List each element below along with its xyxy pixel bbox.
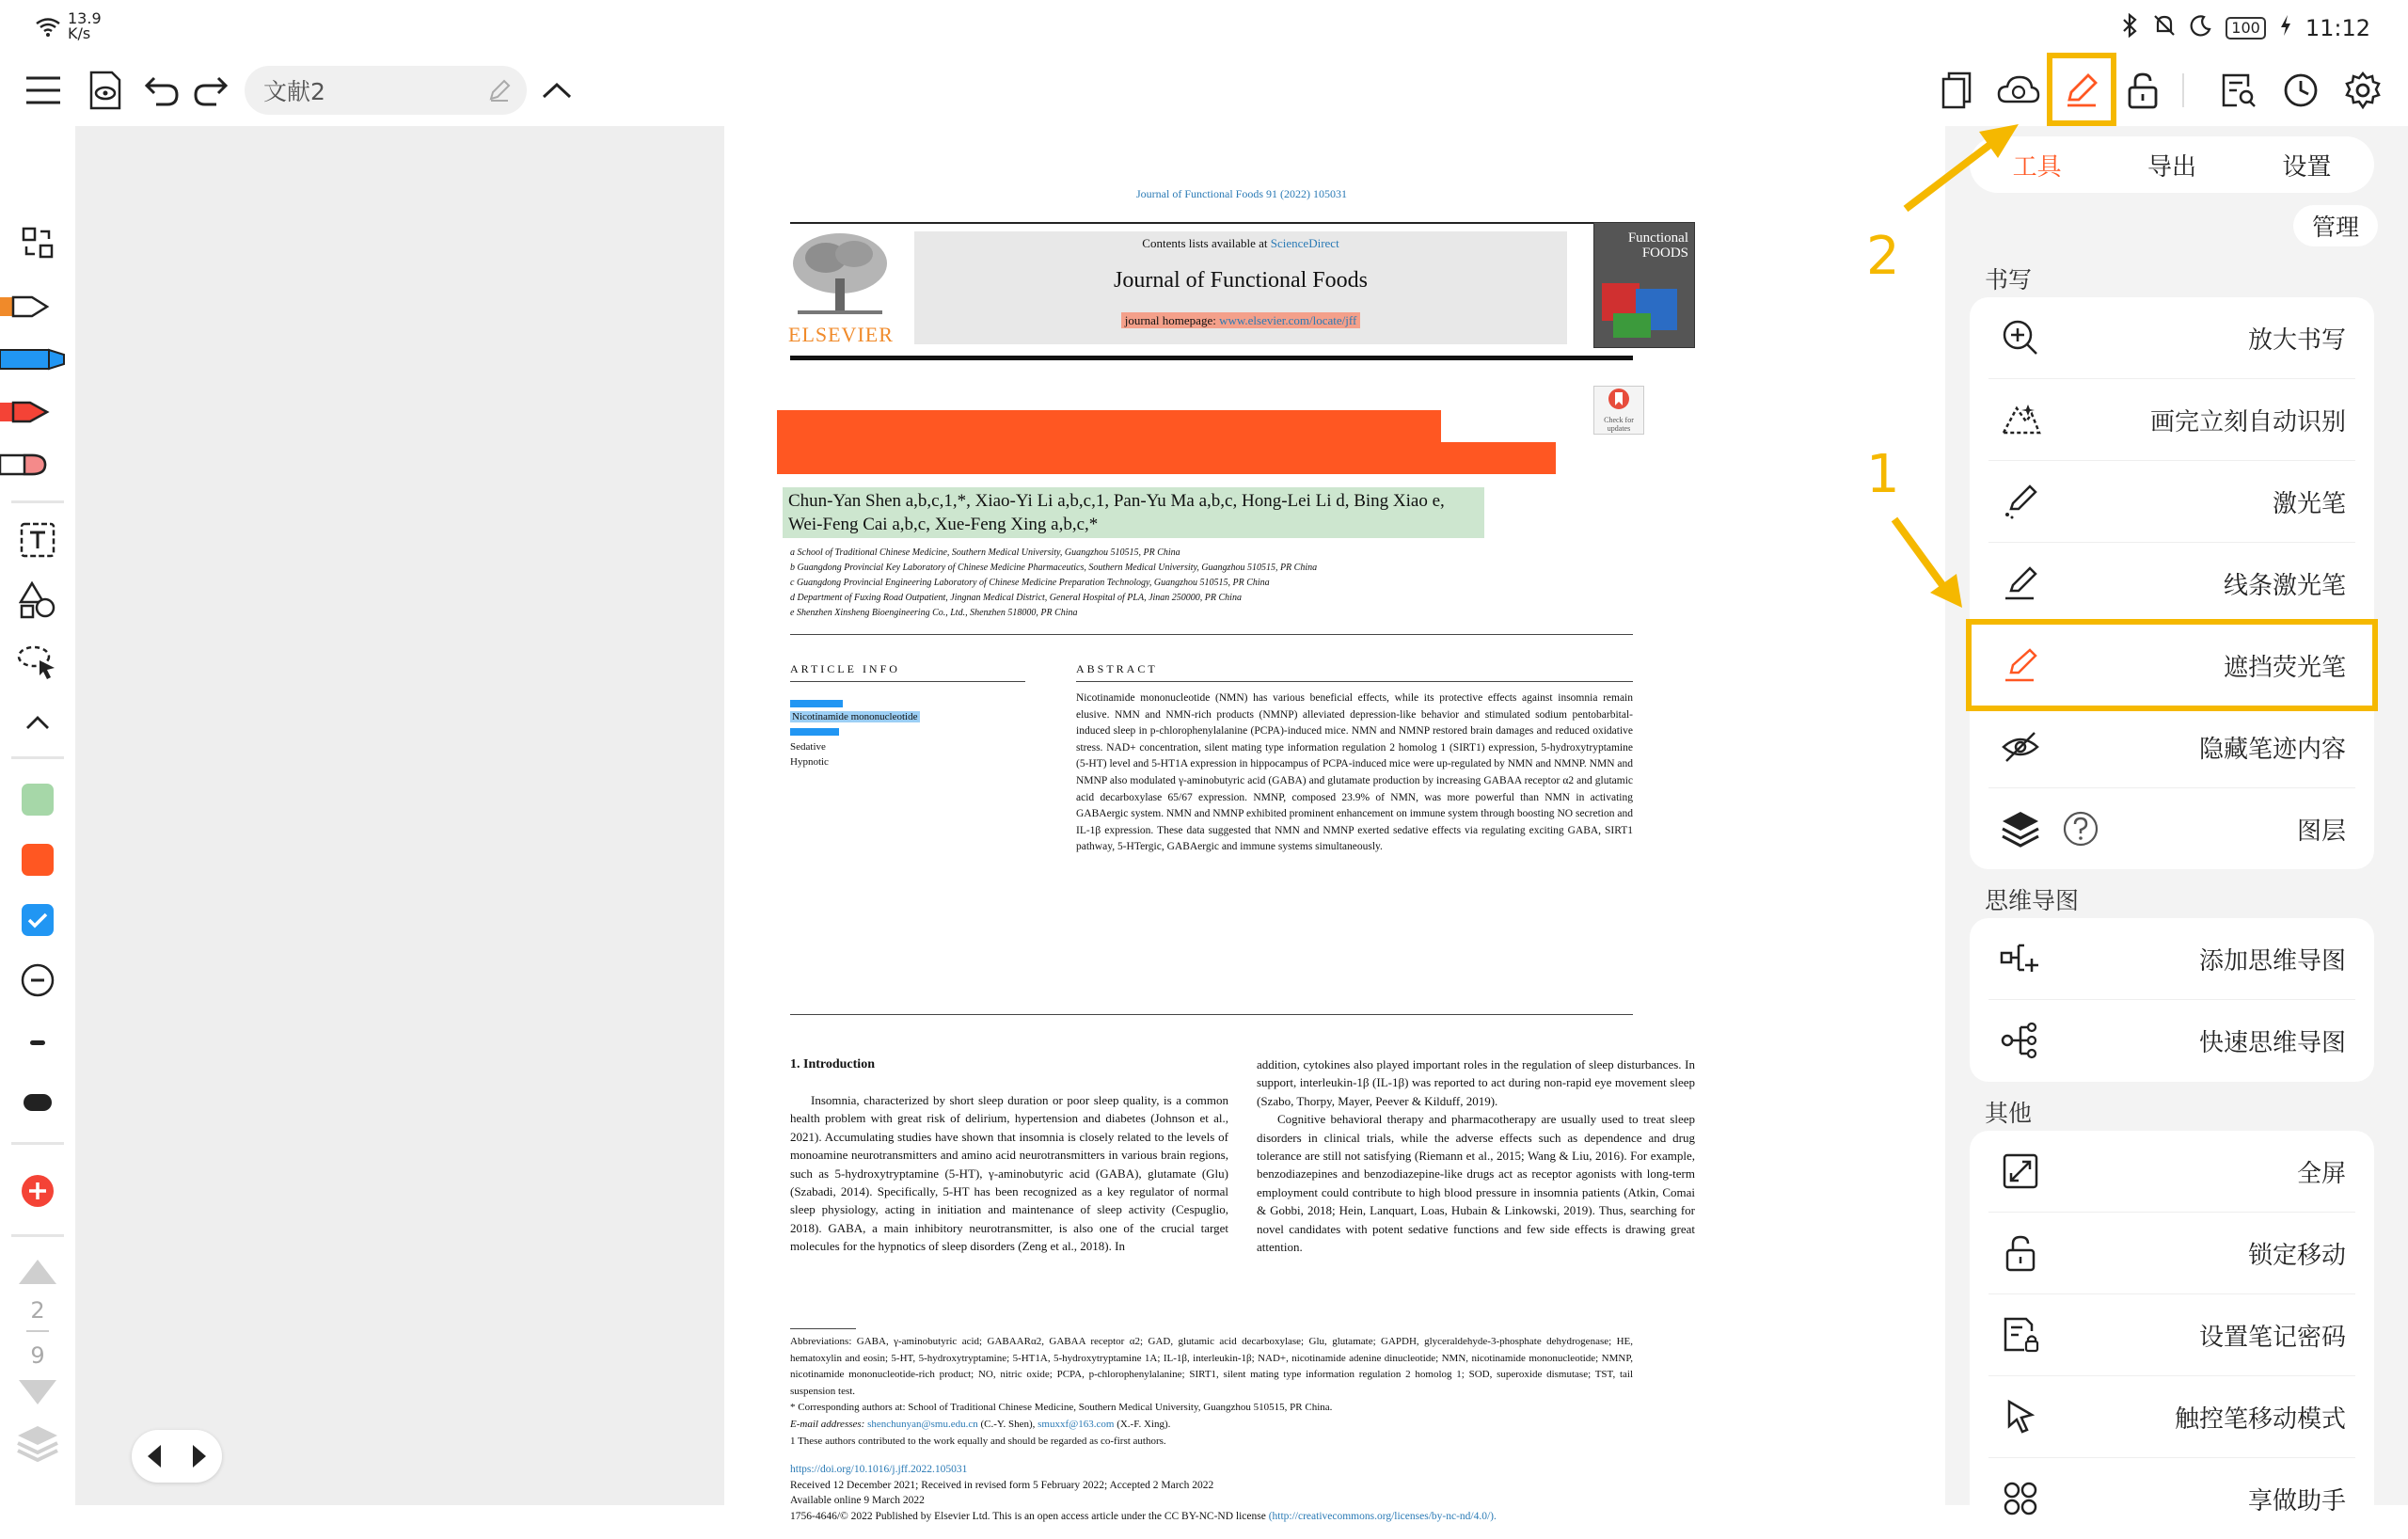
current-page-number: 2 bbox=[30, 1297, 45, 1324]
other-card bbox=[1970, 1131, 2374, 1526]
left-toolbar-separator bbox=[11, 1234, 64, 1237]
note-password-item[interactable]: 设置笔记密码 bbox=[1970, 1294, 2374, 1375]
tab-tools[interactable]: 工具 bbox=[2012, 152, 2062, 182]
chevron-up-icon bbox=[541, 81, 573, 100]
stroke-thin-option[interactable] bbox=[0, 1023, 75, 1061]
color-swatch-green[interactable] bbox=[0, 781, 75, 818]
settings-button[interactable] bbox=[2338, 66, 2387, 115]
clock-icon bbox=[2282, 71, 2320, 109]
stroke-thick-option[interactable] bbox=[0, 1084, 75, 1121]
document-eye-icon bbox=[87, 71, 123, 110]
undo-button[interactable] bbox=[137, 66, 186, 115]
eye-off-icon bbox=[2001, 730, 2040, 764]
layers-item[interactable]: 图层 bbox=[1970, 788, 2374, 869]
check-for-updates-badge[interactable]: Check for updates bbox=[1593, 386, 1644, 435]
left-toolbar-separator bbox=[11, 1142, 64, 1145]
elsevier-tree-icon bbox=[788, 231, 892, 318]
page-scroll-arrows[interactable] bbox=[132, 1430, 222, 1483]
journal-cover bbox=[1593, 222, 1695, 348]
highlight-box-mask-item bbox=[1966, 619, 2378, 711]
publisher-name: ELSEVIER bbox=[788, 323, 894, 346]
arrow-left-icon bbox=[146, 1443, 163, 1469]
search-notes-button[interactable] bbox=[2214, 66, 2263, 115]
affil-rule bbox=[790, 634, 1633, 635]
line-laser-icon bbox=[2002, 564, 2039, 602]
cover-title: Functional FOODS bbox=[1627, 230, 1688, 261]
page-view-button[interactable] bbox=[1932, 66, 1981, 115]
color-swatch-blue-selected[interactable] bbox=[0, 901, 75, 939]
mask-highlighter-item[interactable]: 遮挡荧光笔 bbox=[1970, 625, 2374, 706]
journal-homepage: journal homepage: www.elsevier.com/locate/jff bbox=[1121, 312, 1361, 328]
quick-mindmap-item[interactable]: 快速思维导图 bbox=[1970, 1000, 2374, 1081]
network-speed: 13.9 K/s bbox=[68, 9, 102, 42]
panel-tabs bbox=[1970, 136, 2374, 193]
hide-strokes-item[interactable]: 隐藏笔迹内容 bbox=[1970, 706, 2374, 787]
footnote-rule bbox=[790, 1328, 856, 1329]
copy-pages-icon bbox=[1940, 71, 1973, 109]
laser-pen-item[interactable]: 激光笔 bbox=[1970, 461, 2374, 542]
color-swatch-orange[interactable] bbox=[0, 841, 75, 879]
cloud-sync-icon bbox=[1997, 73, 2040, 107]
unlock-icon bbox=[2127, 71, 2159, 109]
header-rule bbox=[790, 222, 1633, 224]
section-other: 其他 bbox=[1985, 1100, 2033, 1127]
contents-label: Contents lists available at bbox=[1142, 236, 1268, 250]
bookmark-icon bbox=[1607, 387, 1631, 411]
lock-button[interactable] bbox=[2118, 66, 2167, 115]
document-search-icon bbox=[2220, 71, 2258, 109]
shapes-icon bbox=[19, 581, 56, 619]
add-color-button[interactable] bbox=[0, 1170, 75, 1212]
fullscreen-icon bbox=[2002, 1152, 2039, 1190]
assistant-item[interactable]: 享做助手 bbox=[1970, 1458, 2374, 1539]
intro-heading: 1. Introduction bbox=[790, 1057, 875, 1071]
publisher-logo bbox=[788, 231, 892, 344]
intro-right-column: addition, cytokines also played important roles in the regulation of sleep disturbances. In support, interleukin-1β (IL-1β) was reported to act during non-rapid eye movement sleep (Szabo, Thorpy, Mayer, Peever & Kilduff, 2019). Cognitive behavioral therapy and pharmacotherapy are usually used to treat sleep disorders in clinical trials, while the adverse effects such as dependence and drug tolerance are still not satisfying (Riemann et al., 2015; Wang & Liu, 2016). For example, benzodiazepines and benzodiazepine-like drugs act as receptor agonists with long-term employment could contribute to high blood pressure in insomnia patients (Atkin, Comai & Gobbi, 2018; Hein, Lanquart, Loas, Hubain & Linkowski, 2019). Thus, searching for novel candidates with potent sedative functions and few side effects is drawing great attention. bbox=[1257, 1057, 1695, 1255]
minus-circle-icon bbox=[20, 962, 55, 998]
journal-reference[interactable]: Journal of Functional Foods 91 (2022) 105031 bbox=[1136, 187, 1347, 200]
fullscreen-item[interactable]: 全屏 bbox=[1970, 1131, 2374, 1212]
zoom-writing-item[interactable]: 放大书写 bbox=[1970, 297, 2374, 378]
mute-bell-icon bbox=[2152, 13, 2177, 43]
keyword-highlight-1[interactable] bbox=[790, 700, 843, 707]
pen-red-icon bbox=[0, 395, 53, 429]
left-toolbar-separator bbox=[11, 756, 64, 759]
next-page-button[interactable] bbox=[0, 1375, 75, 1409]
layers-icon bbox=[2001, 810, 2040, 848]
bluetooth-icon bbox=[2120, 13, 2139, 43]
abstract-end-rule bbox=[790, 1014, 1633, 1015]
zoom-in-icon bbox=[2002, 319, 2039, 357]
keyword-highlight-2[interactable] bbox=[790, 728, 839, 736]
lasso-select-tool[interactable] bbox=[0, 642, 75, 683]
wifi-icon bbox=[34, 15, 62, 38]
help-button[interactable] bbox=[2058, 806, 2103, 851]
highlight-mask-title-2[interactable] bbox=[777, 442, 1556, 474]
line-laser-pen-item[interactable]: 线条激光笔 bbox=[1970, 543, 2374, 624]
clock-time: 11:12 bbox=[2305, 15, 2370, 41]
fountain-pen-tool[interactable] bbox=[0, 290, 53, 327]
help-circle-icon bbox=[2062, 810, 2099, 848]
journal-banner bbox=[914, 231, 1567, 344]
swap-icon bbox=[21, 226, 55, 260]
shape-recognize-icon bbox=[2000, 401, 2041, 438]
document-lock-icon bbox=[2002, 1316, 2039, 1354]
redo-button[interactable] bbox=[186, 66, 235, 115]
moon-icon bbox=[2190, 14, 2212, 42]
charging-icon bbox=[2279, 14, 2292, 42]
stroke-width-option[interactable] bbox=[0, 961, 75, 999]
pencil-edit-icon bbox=[487, 78, 512, 103]
manage-button[interactable]: 管理 bbox=[2293, 205, 2378, 246]
triangle-down-icon bbox=[17, 1378, 58, 1406]
stylus-move-mode-item[interactable]: 触控笔移动模式 bbox=[1970, 1376, 2374, 1457]
section-mindmap: 思维导图 bbox=[1985, 887, 2080, 914]
collapse-tools-button[interactable] bbox=[0, 704, 75, 741]
layers-nav-button[interactable] bbox=[0, 1422, 75, 1464]
swap-tools-button[interactable] bbox=[0, 222, 75, 263]
toolbar-divider bbox=[2182, 73, 2184, 107]
shape-tool[interactable] bbox=[0, 579, 75, 621]
cursor-icon bbox=[2004, 1398, 2037, 1436]
banner-rule bbox=[790, 356, 1633, 360]
footnotes: Abbreviations: GABA, γ-aminobutyric acid; GABAARα2, GABAA receptor α2; GAD, glutamic acid decarboxylase; Glu, glutamate; GAPDH, glyceraldehyde-3-phosphate dehydrogenase; HE, hematoxylin and eosin; 5-HT, 5-hydroxytryptamine; 5-HT1A, 5-hydroxytryptamine 1A; IL-1β, interleukin-1β; NAD+, nicotinamide adenine dinucleotide; NMN, nicotinamide mononucleotide; NMNP, nicotinamide mononucleotide-rich product; NO, nitric oxide; PCPA, p-chlorophenylalanine; SIRT1, silent mating type information regulation 2 homolog 1; SOD, superoxide dismutase; TST, tail suspension test. * Corresponding authors at: School of Traditional Chinese Medicine, Southern Medical University, Guangzhou 510515, PR China. E-mail addresses: shenchunyan@smu.edu.cn (C.-Y. Shen), smuxxf@163.com (X.-F. Xing). 1 These authors contributed to the work equally and should be regarded as co-first authors. bbox=[790, 1336, 1633, 1447]
author-list: Chun-Yan Shen a,b,c,1,*, Xiao-Yi Li a,b,c,1, Pan-Yu Ma a,b,c, Hong-Lei Li d, Bing Xiao e, Wei-Feng Cai a,b,c, Xue-Feng Xing a,b,c,* bbox=[788, 491, 1445, 534]
layers-icon bbox=[16, 1424, 59, 1462]
status-left bbox=[34, 11, 102, 41]
highlight-mask-title[interactable] bbox=[777, 410, 1441, 442]
add-mindmap-item[interactable]: 添加思维导图 bbox=[1970, 918, 2374, 999]
page-number-divider bbox=[26, 1330, 49, 1332]
auto-recognize-item[interactable]: 画完立刻自动识别 bbox=[1970, 379, 2374, 460]
tab-settings[interactable]: 设置 bbox=[2282, 152, 2332, 182]
arrow-right-icon bbox=[191, 1443, 208, 1469]
laser-pen-icon bbox=[2002, 483, 2039, 520]
plus-circle-icon bbox=[20, 1173, 55, 1209]
intro-left-column: Insomnia, characterized by short sleep duration or poor sleep quality, is a common health problem with great risk of delirium, hypertension and diabetes (Johnson et al., 2021). Accumulating studies have shown that insomnia is closely related to the levels of monoamine neurotransmitters and amino acid neurotransmitters in various brain regions, such as 5-hydroxytryptamine (5-HT), γ-aminobutyric acid (GABA), glutamate (Glu) (Szabadi, 2014). Specifically, 5-HT has been recognized as a key regulator of normal sleep physiology, acting in initiation and maintenance of sleep activity (Cespuglio, 2018). GABA, a main inhibitory neurotransmitter, is also one of the crucial target molecules for the hypnotics of sleep disorders (Zeng et al., 2018). In bbox=[790, 1093, 1228, 1254]
affiliations: a School of Traditional Chinese Medicine, Southern Medical University, Guangzhou 510515, PR China b Guangdong Provincial Key Laboratory of Chinese Medicine Pharmaceutics, Southern Medical University, Guangzhou 510515, PR China c Guangdong Provincial Engineering Laboratory of Chinese Medicine Preparation Technology, Guangzhou 510515, PR China d Department of Fuxing Road Outpatient, Jingnan Medical District, General Hospital of PLA, Jinan 250000, PR China e Shenzhen Xinsheng Bioengineering Co., Ltd., Shenzhen 518000, PR China bbox=[790, 547, 1318, 618]
assistant-grid-icon bbox=[2002, 1480, 2039, 1517]
highlight-box-toolbar bbox=[2047, 53, 2116, 126]
check-icon bbox=[27, 912, 48, 928]
redo-icon bbox=[192, 74, 230, 106]
marker-blue-tool[interactable] bbox=[0, 342, 68, 380]
pen-red-tool[interactable] bbox=[0, 395, 53, 433]
abstract-text: Nicotinamide mononucleotide (NMN) has various beneficial effects, while its protective effects against insomnia remain elusive. NMN and NMN-rich products (NMNP) alleviated depression-like behavior and stimulated sodium pentobarbital-induced sleep in p-chlorophenylalanine (PCPA)-induced mice. NMN and NMNP restored brain damages and reduced oxidative stress. NAD+ concentration, silent mating type information regulation 2 homolog 1 (SIRT1) expression, 5-hydroxytryptamine (5-HT) level and 5-HT1A expression in hippocampus of PCPA-induced mice were up-regulated by NMN and NMNP. NMN and NMNP also modulated γ-aminobutyric acid (GABA) and glutamate production by increasing GABAA receptor α2 and glutamic acid decarboxylase 65/67 expression. NMNP, composed 23.9% of NMN, was more powerful than NMN in activating GABAergic system. NMN and NMNP exhibited prominent enhancement on immune system through boosting NO secretion and IL-1β expression. These data suggested that NMN and NMNP exerted sedative effects via regulating exciting GABA, SIRT1 pathway, 5-HTergic, GABAergic and immune systems simultaneously. bbox=[1076, 692, 1633, 853]
undo-icon bbox=[143, 74, 181, 106]
fountain-pen-icon bbox=[0, 290, 53, 324]
tab-export[interactable]: 导出 bbox=[2147, 152, 2196, 182]
lock-move-item[interactable]: 锁定移动 bbox=[1970, 1213, 2374, 1293]
article-info-heading: ARTICLE INFO bbox=[790, 662, 900, 675]
annotation-number-1: 1 bbox=[1866, 444, 1900, 505]
pdf-page[interactable] bbox=[724, 126, 1759, 1522]
hamburger-icon bbox=[24, 73, 62, 107]
read-mode-button[interactable] bbox=[81, 66, 130, 115]
section-writing: 书写 bbox=[1985, 266, 2033, 294]
prev-page-button[interactable] bbox=[0, 1255, 75, 1289]
doi-link[interactable]: https://doi.org/10.1016/j.jff.2022.105031 bbox=[790, 1464, 968, 1475]
collapse-toolbar-button[interactable] bbox=[532, 66, 581, 115]
document-name: 文献2 bbox=[263, 78, 325, 105]
sciencedirect-link[interactable]: ScienceDirect bbox=[1270, 236, 1339, 250]
annotation-arrow-2 bbox=[1900, 120, 2022, 214]
total-page-number: 9 bbox=[30, 1342, 45, 1369]
publication-info: https://doi.org/10.1016/j.jff.2022.105031 Received 12 December 2021; Received in revised form 5 February 2022; Accepted 2 March 2022 Available online 9 March 2022 1756-4646/© 2022 Published by Elsevier Ltd. This is an open access article under the CC BY-NC-ND license (http://creativecommons.org/licenses/by-nc-nd/4.0/). bbox=[790, 1462, 1633, 1524]
marker-blue-icon bbox=[0, 342, 68, 376]
battery-indicator: 100 bbox=[2226, 17, 2266, 40]
quick-mindmap-icon bbox=[2000, 1022, 2041, 1059]
eraser-icon bbox=[0, 448, 53, 482]
keyword-nmn: Nicotinamide mononucleotide bbox=[792, 711, 918, 722]
gear-icon bbox=[2343, 71, 2383, 110]
menu-button[interactable] bbox=[19, 66, 68, 115]
text-tool[interactable] bbox=[0, 519, 75, 561]
text-box-icon bbox=[20, 522, 55, 558]
chevron-up-icon bbox=[24, 714, 51, 731]
annotation-number-2: 2 bbox=[1866, 226, 1900, 287]
history-button[interactable] bbox=[2276, 66, 2325, 115]
status-right bbox=[2120, 13, 2370, 43]
triangle-up-icon bbox=[17, 1258, 58, 1286]
abstract-heading: ABSTRACT bbox=[1076, 662, 1158, 675]
add-mindmap-icon bbox=[2000, 940, 2041, 977]
writing-card bbox=[1970, 297, 2374, 869]
eraser-tool[interactable] bbox=[0, 448, 53, 485]
unlock-icon bbox=[2004, 1234, 2036, 1272]
journal-title: Journal of Functional Foods bbox=[1114, 268, 1368, 293]
mindmap-card bbox=[1970, 918, 2374, 1082]
article-info-rule bbox=[790, 681, 1025, 682]
cloud-sync-button[interactable] bbox=[1994, 66, 2043, 115]
left-toolbar-separator bbox=[11, 500, 64, 503]
abstract-rule bbox=[1076, 681, 1633, 682]
lasso-icon bbox=[17, 643, 58, 681]
keywords-rest: Sedative Hypnotic bbox=[790, 741, 829, 768]
document-name-field[interactable] bbox=[245, 66, 527, 115]
annotation-arrow-1 bbox=[1891, 516, 1966, 610]
